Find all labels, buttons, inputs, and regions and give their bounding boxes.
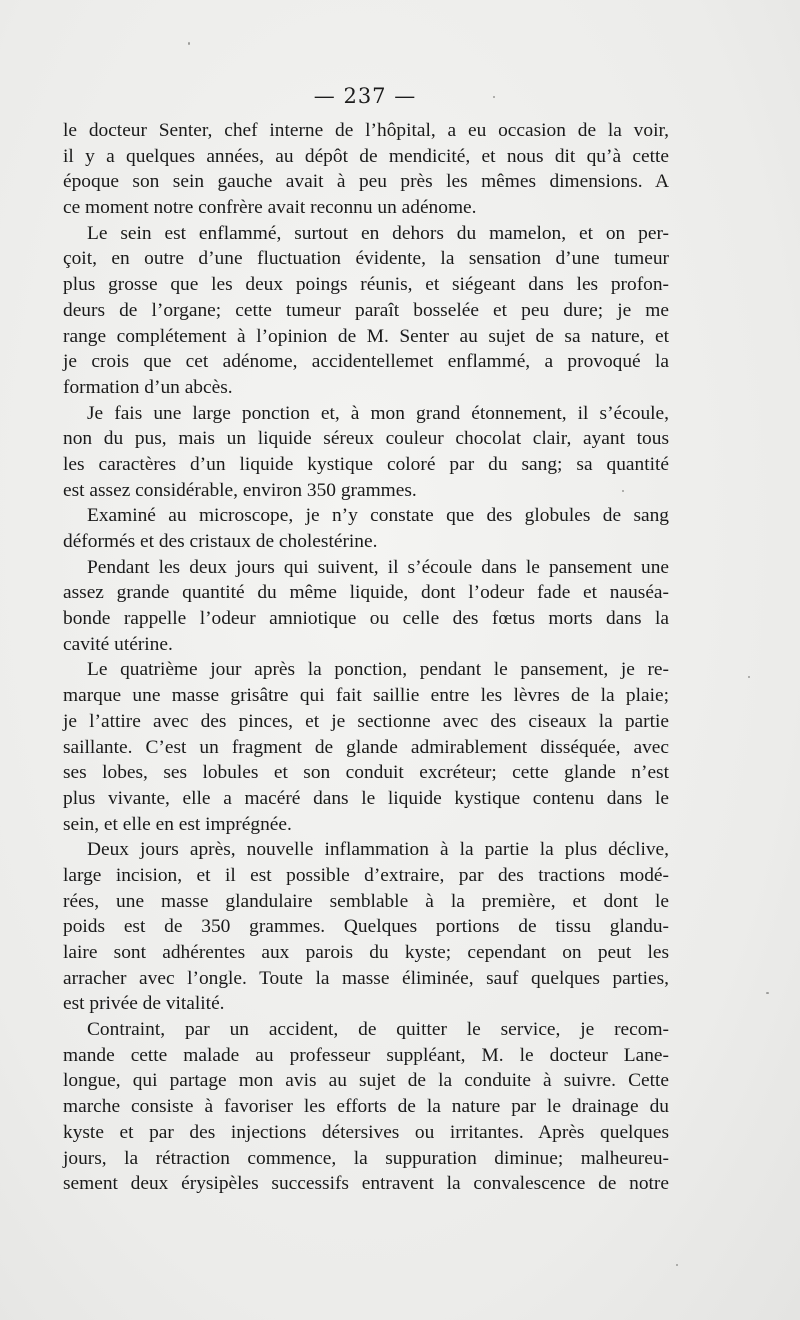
text-line: Le quatrième jour après la ponction, pendant le pansement, je re-: [87, 659, 669, 681]
text-line: assez grande quantité du même liquide, dont l’odeur fade et nauséa-: [63, 582, 669, 604]
paper-speck: [676, 1264, 678, 1266]
text-line: longue, qui partage mon avis au sujet de la conduite à suivre. Cette: [63, 1070, 669, 1092]
text-line: large incision, et il est possible d’extraire, par des tractions modé-: [63, 864, 669, 886]
text-line: non du pus, mais un liquide séreux couleur chocolat clair, ayant tous: [63, 428, 669, 450]
text-line: range complétement à l’opinion de M. Senter au sujet de sa nature, et: [63, 325, 669, 347]
text-line: sement deux érysipèles successifs entravent la convalescence de notre: [63, 1173, 669, 1195]
text-line: Je fais une large ponction et, à mon grand étonnement, il s’écoule,: [87, 402, 669, 424]
text-line: Examiné au microscope, je n’y constate que des globules de sang: [87, 505, 669, 527]
text-line: ce moment notre confrère avait reconnu un adénome.: [63, 197, 477, 219]
text-line: mande cette malade au professeur suppléant, M. le docteur Lane-: [63, 1044, 669, 1066]
text-line: çoit, en outre d’une fluctuation évidente, la sensation d’une tumeur: [63, 248, 669, 270]
paper-speck: [748, 676, 750, 678]
text-line: je crois que cet adénome, accidentellemet enflammé, a provoqué la: [63, 351, 669, 373]
text-line: déformés et des cristaux de cholestérine.: [63, 531, 378, 552]
text-line: Pendant les deux jours qui suivent, il s’écoule dans le pansement une: [87, 556, 669, 578]
text-line: Le sein est enflammé, surtout en dehors du mamelon, et on per-: [87, 222, 669, 244]
text-line: jours, la rétraction commence, la suppuration diminue; malheureu-: [63, 1147, 669, 1169]
text-line: rées, une masse glandulaire semblable à la première, et dont le: [63, 890, 669, 912]
text-line: bonde rappelle l’odeur amniotique ou celle des fœtus morts dans la: [63, 608, 669, 630]
text-line: est assez considérable, environ 350 grammes.: [63, 479, 417, 501]
text-line: le docteur Senter, chef interne de l’hôpital, a eu occasion de la voir,: [63, 120, 669, 141]
paper-speck: [493, 96, 495, 98]
text-line: kyste et par des injections détersives ou irritantes. Après quelques: [63, 1121, 669, 1143]
text-line: laire sont adhérentes aux parois du kyste; cependant on peut les: [63, 942, 669, 963]
text-line: marque une masse grisâtre qui fait saillie entre les lèvres de la plaie;: [63, 685, 669, 707]
text-line: ses lobes, ses lobules et son conduit excréteur; cette glande n’est: [63, 762, 669, 784]
text-line: sein, et elle en est imprégnée.: [63, 813, 292, 835]
text-line: cavité utérine.: [63, 633, 173, 655]
text-line: poids est de 350 grammes. Quelques portions de tissu glandu-: [63, 916, 669, 938]
body-text: [63, 118, 669, 1197]
text-line: formation d’un abcès.: [63, 376, 233, 398]
text-line: les caractères d’un liquide kystique coloré par du sang; sa quantité: [63, 453, 669, 475]
text-line: époque son sein gauche avait à peu près les mêmes dimensions. A: [63, 171, 669, 193]
paper-speck: [766, 992, 769, 994]
text-line: saillante. C’est un fragment de glande admirablement disséquée, avec: [63, 736, 669, 758]
paper-speck: [622, 490, 624, 492]
text-line: Deux jours après, nouvelle inflammation à la partie la plus déclive,: [87, 839, 669, 861]
paper-speck: [188, 42, 190, 45]
text-line: je l’attire avec des pinces, et je sectionne avec des ciseaux la partie: [63, 710, 669, 732]
text-line: deurs de l’organe; cette tumeur paraît bosselée et peu dure; je me: [63, 299, 669, 321]
text-line: arracher avec l’ongle. Toute la masse éliminée, sauf quelques parties,: [63, 967, 669, 989]
text-line: plus vivante, elle a macéré dans le liquide kystique contenu dans le: [63, 787, 669, 809]
text-line: Contraint, par un accident, de quitter le service, je recom-: [87, 1019, 669, 1041]
page-number: — 237 —: [313, 84, 417, 108]
text-line: marche consiste à favoriser les efforts de la nature par le drainage du: [63, 1096, 669, 1118]
text-line: est privée de vitalité.: [63, 993, 225, 1015]
text-line: plus grosse que les deux poings réunis, et siégeant dans les profon-: [63, 274, 669, 296]
text-line: il y a quelques années, au dépôt de mendicité, et nous dit qu’à cette: [63, 145, 669, 167]
